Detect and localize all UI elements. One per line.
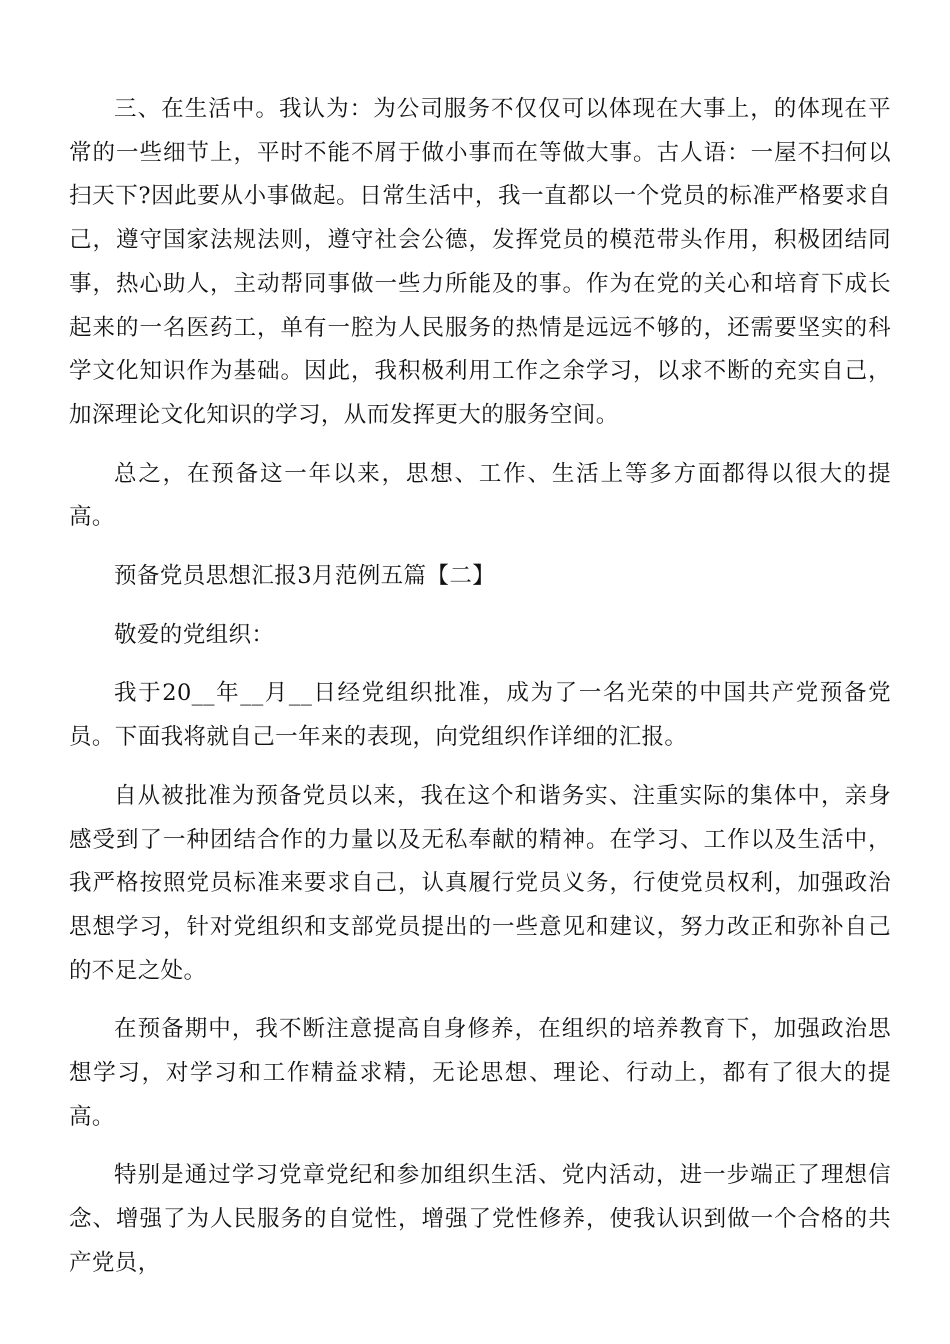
paragraph-life: 三、在生活中。我认为：为公司服务不仅仅可以体现在大事上，的体现在平常的一些细节上，平时不能不屑于做小事而在等做大事。古人语：一屋不扫何以扫天下?因此要从小事做起。日常生活中，我一直都以一个党员的标准严格要求自己，遵守国家法规法则，遵守社会公德，发挥党员的模范带头作用，积极团结同事，热心助人，主动帮同事做一些力所能及的事。作为在党的关心和培育下成长起来的一名医药工，单有一腔为人民服务的热情是远远不够的，还需要坚实的科学文化知识作为基础。因此，我积极利用工作之余学习，以求不断的充实自己，加深理论文化知识的学习，从而发挥更大的服务空间。 bbox=[69, 96, 891, 428]
paragraph-summary: 总之，在预备这一年以来，思想、工作、生活上等多方面都得以很大的提高。 bbox=[69, 460, 891, 531]
paragraph-probation: 在预备期中，我不断注意提高自身修养，在组织的培养教育下，加强政治思想学习，对学习和工作精益求精，无论思想、理论、行动上，都有了很大的提高。 bbox=[69, 1016, 891, 1130]
paragraph-since-approval: 自从被批准为预备党员以来，我在这个和谐务实、注重实际的集体中，亲身感受到了一种团结合作的力量以及无私奉献的精神。在学习、工作以及生活中，我严格按照党员标准来要求自己，认真履行党员义务，行使党员权利，加强政治思想学习，针对党组织和支部党员提出的一些意见和建议，努力改正和弥补自己的不足之处。 bbox=[69, 782, 891, 984]
section-heading: 预备党员思想汇报3月范例五篇【二】 bbox=[114, 563, 496, 590]
paragraph-study: 特别是通过学习党章党纪和参加组织生活、党内活动，进一步端正了理想信念、增强了为人民服务的自觉性，增强了党性修养，使我认识到做一个合格的共产党员， bbox=[69, 1162, 891, 1276]
salutation: 敬爱的党组织： bbox=[114, 621, 275, 648]
paragraph-intro: 我于20__年__月__日经党组织批准，成为了一名光荣的中国共产党预备党员。下面我将就自己一年来的表现，向党组织作详细的汇报。 bbox=[69, 680, 891, 751]
document-body bbox=[69, 88, 891, 1301]
